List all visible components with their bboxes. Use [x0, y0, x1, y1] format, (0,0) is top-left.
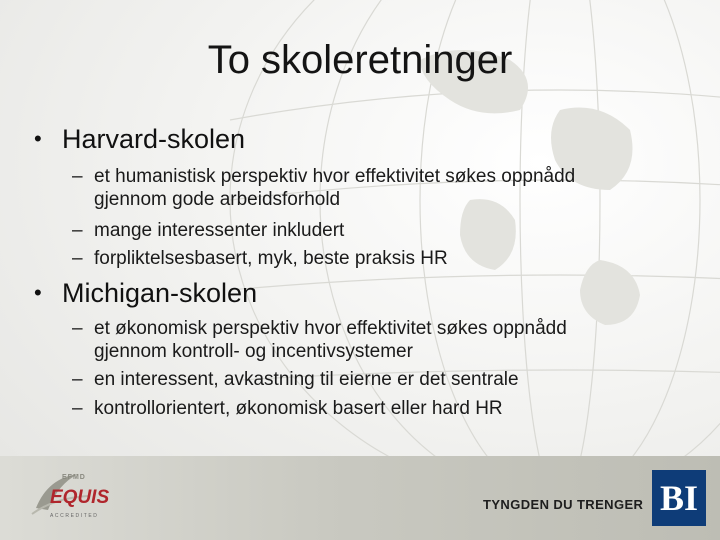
sub-bullet-line: kontrollorientert, økonomisk basert eller hard HR [94, 398, 503, 419]
bullet-heading: Harvard-skolen [62, 124, 246, 154]
dash-symbol: – [72, 318, 83, 339]
dash-symbol: – [72, 220, 83, 241]
bullet-symbol: • [34, 126, 42, 151]
bullet-harvard [34, 124, 245, 155]
bullet-heading: Michigan-skolen [62, 278, 258, 308]
sub-bullet [72, 317, 694, 363]
equis-logo-text: EQUIS [50, 487, 110, 508]
bullet-symbol: • [34, 280, 42, 305]
dash-symbol: – [72, 398, 83, 419]
sub-bullet-line: gjennom kontroll- og incentivsystemer [94, 341, 413, 362]
dash-symbol: – [72, 369, 83, 390]
sub-bullet-line: en interessent, avkastning til eierne er det sentrale [94, 369, 519, 390]
dash-symbol: – [72, 166, 83, 187]
sub-bullet-line: et økonomisk perspektiv hvor effektivitet søkes oppnådd [94, 318, 567, 339]
sub-bullet-line: gjennom gode arbeidsforhold [94, 189, 341, 210]
sub-bullet [72, 397, 694, 420]
sub-bullet [72, 165, 694, 211]
dash-symbol: – [72, 248, 83, 269]
footer-tagline: TYNGDEN DU TRENGER [483, 497, 644, 512]
sub-bullet [72, 247, 694, 270]
sub-bullet-line: et humanistisk perspektiv hvor effektivitet søkes oppnådd [94, 166, 576, 187]
equis-accredited-text: ACCREDITED [50, 513, 99, 519]
sub-bullet [72, 219, 694, 242]
bi-logo[interactable]: BI [652, 470, 706, 526]
equis-efmd-text: EFMD [62, 474, 86, 481]
bullet-michigan [34, 278, 257, 309]
sub-bullet [72, 368, 694, 391]
slide-title: To skoleretninger [207, 38, 513, 82]
sub-bullet-line: forpliktelsesbasert, myk, beste praksis HR [94, 248, 448, 269]
sub-bullet-line: mange interessenter inkludert [94, 220, 345, 241]
